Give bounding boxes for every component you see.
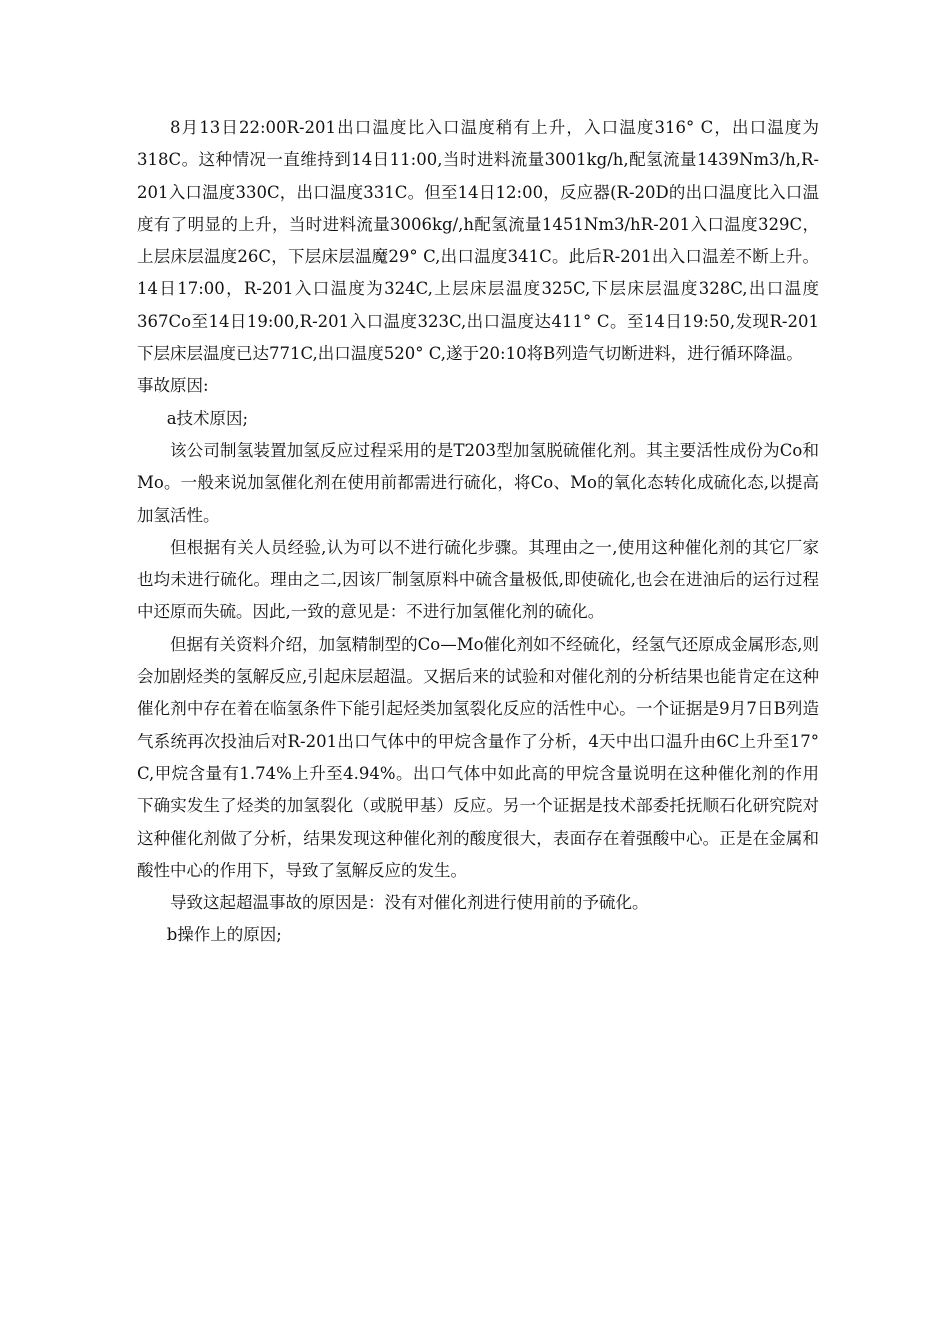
paragraph-hydrogenolysis-evidence: 但据有关资料介绍，加氢精制型的Co—Mo催化剂如不经硫化，经氢气还原成金属形态,则会加剧烃类的氢解反应,引起床层超温。又据后来的试验和对催化剂的分析结果也能肯定在这种催化剂中存在着在临氢条件下能引起烃类加氢裂化反应的活性中心。一个证据是9月7日B列造气系统再次投油后对R-201出口气体中的甲烷含量作了分析，4天中出口温升由6C上升至17° C,甲烷含量有1.74%上升至4.94%。出口气体中如此高的甲烷含量说明在这种催化剂的作用下确实发生了烃类的加氢裂化（或脱甲基）反应。另一个证据是技术部委托抚顺石化研究院对这种催化剂做了分析，结果发现这种催化剂的酸度很大，表面存在着强酸中心。正是在金属和酸性中心的作用下，导致了氢解反应的发生。 (137, 634, 819, 880)
document-page (137, 112, 819, 952)
paragraph-conclusion: 导致这起超温事故的原因是：没有对催化剂进行使用前的予硫化。 (170, 893, 649, 913)
heading-accident-cause: 事故原因: (137, 376, 209, 396)
paragraph-temperature-log: 8月13日22:00R-201出口温度比入口温度稍有上升，入口温度316° C，出口温度为318C。这种情况一直维持到14日11:00,当时进料流量3001kg/h,配氢流量1439Nm3/h,R-201入口温度330C，出口温度331C。但至14日12:00，反应器(R-20D的出口温度比入口温度有了明显的上升，当时进料流量3006kg/,h配氢流量1451Nm3/hR-201入口温度329C，上层床层温度26C，下层床层温魔29° C,出口温度341C。此后R-201出入口温差不断上升。14日17:00，R-201入口温度为324C,上层床层温度325C,下层床层温度328C,出口温度367Co至14日19:00,R-201入口温度323C,出口温度达411° C。至14日19:50,发现R-201下层床层温度已达771C,出口温度520° C,遂于20:10将B列造气切断进料，进行循环降温。 (137, 118, 819, 364)
subheading-technical-cause: a技术原因; (166, 408, 249, 428)
paragraph-catalyst-description: 该公司制氢装置加氢反应过程采用的是T203型加氢脱硫催化剂。其主要活性成份为Co和Mo。一般来说加氢催化剂在使用前都需进行硫化，将Co、Mo的氧化态转化成硫化态,以提高加氢活性。 (137, 440, 819, 525)
subheading-operational-cause: b操作上的原因; (166, 925, 282, 945)
paragraph-no-sulfidation-reasoning: 但根据有关人员经验,认为可以不进行硫化步骤。其理由之一,使用这种催化剂的其它厂家也均未进行硫化。理由之二,因该厂制氢原料中硫含量极低,即使硫化,也会在进油后的运行过程中还原而失硫。因此,一致的意见是：不进行加氢催化剂的硫化。 (137, 537, 819, 622)
